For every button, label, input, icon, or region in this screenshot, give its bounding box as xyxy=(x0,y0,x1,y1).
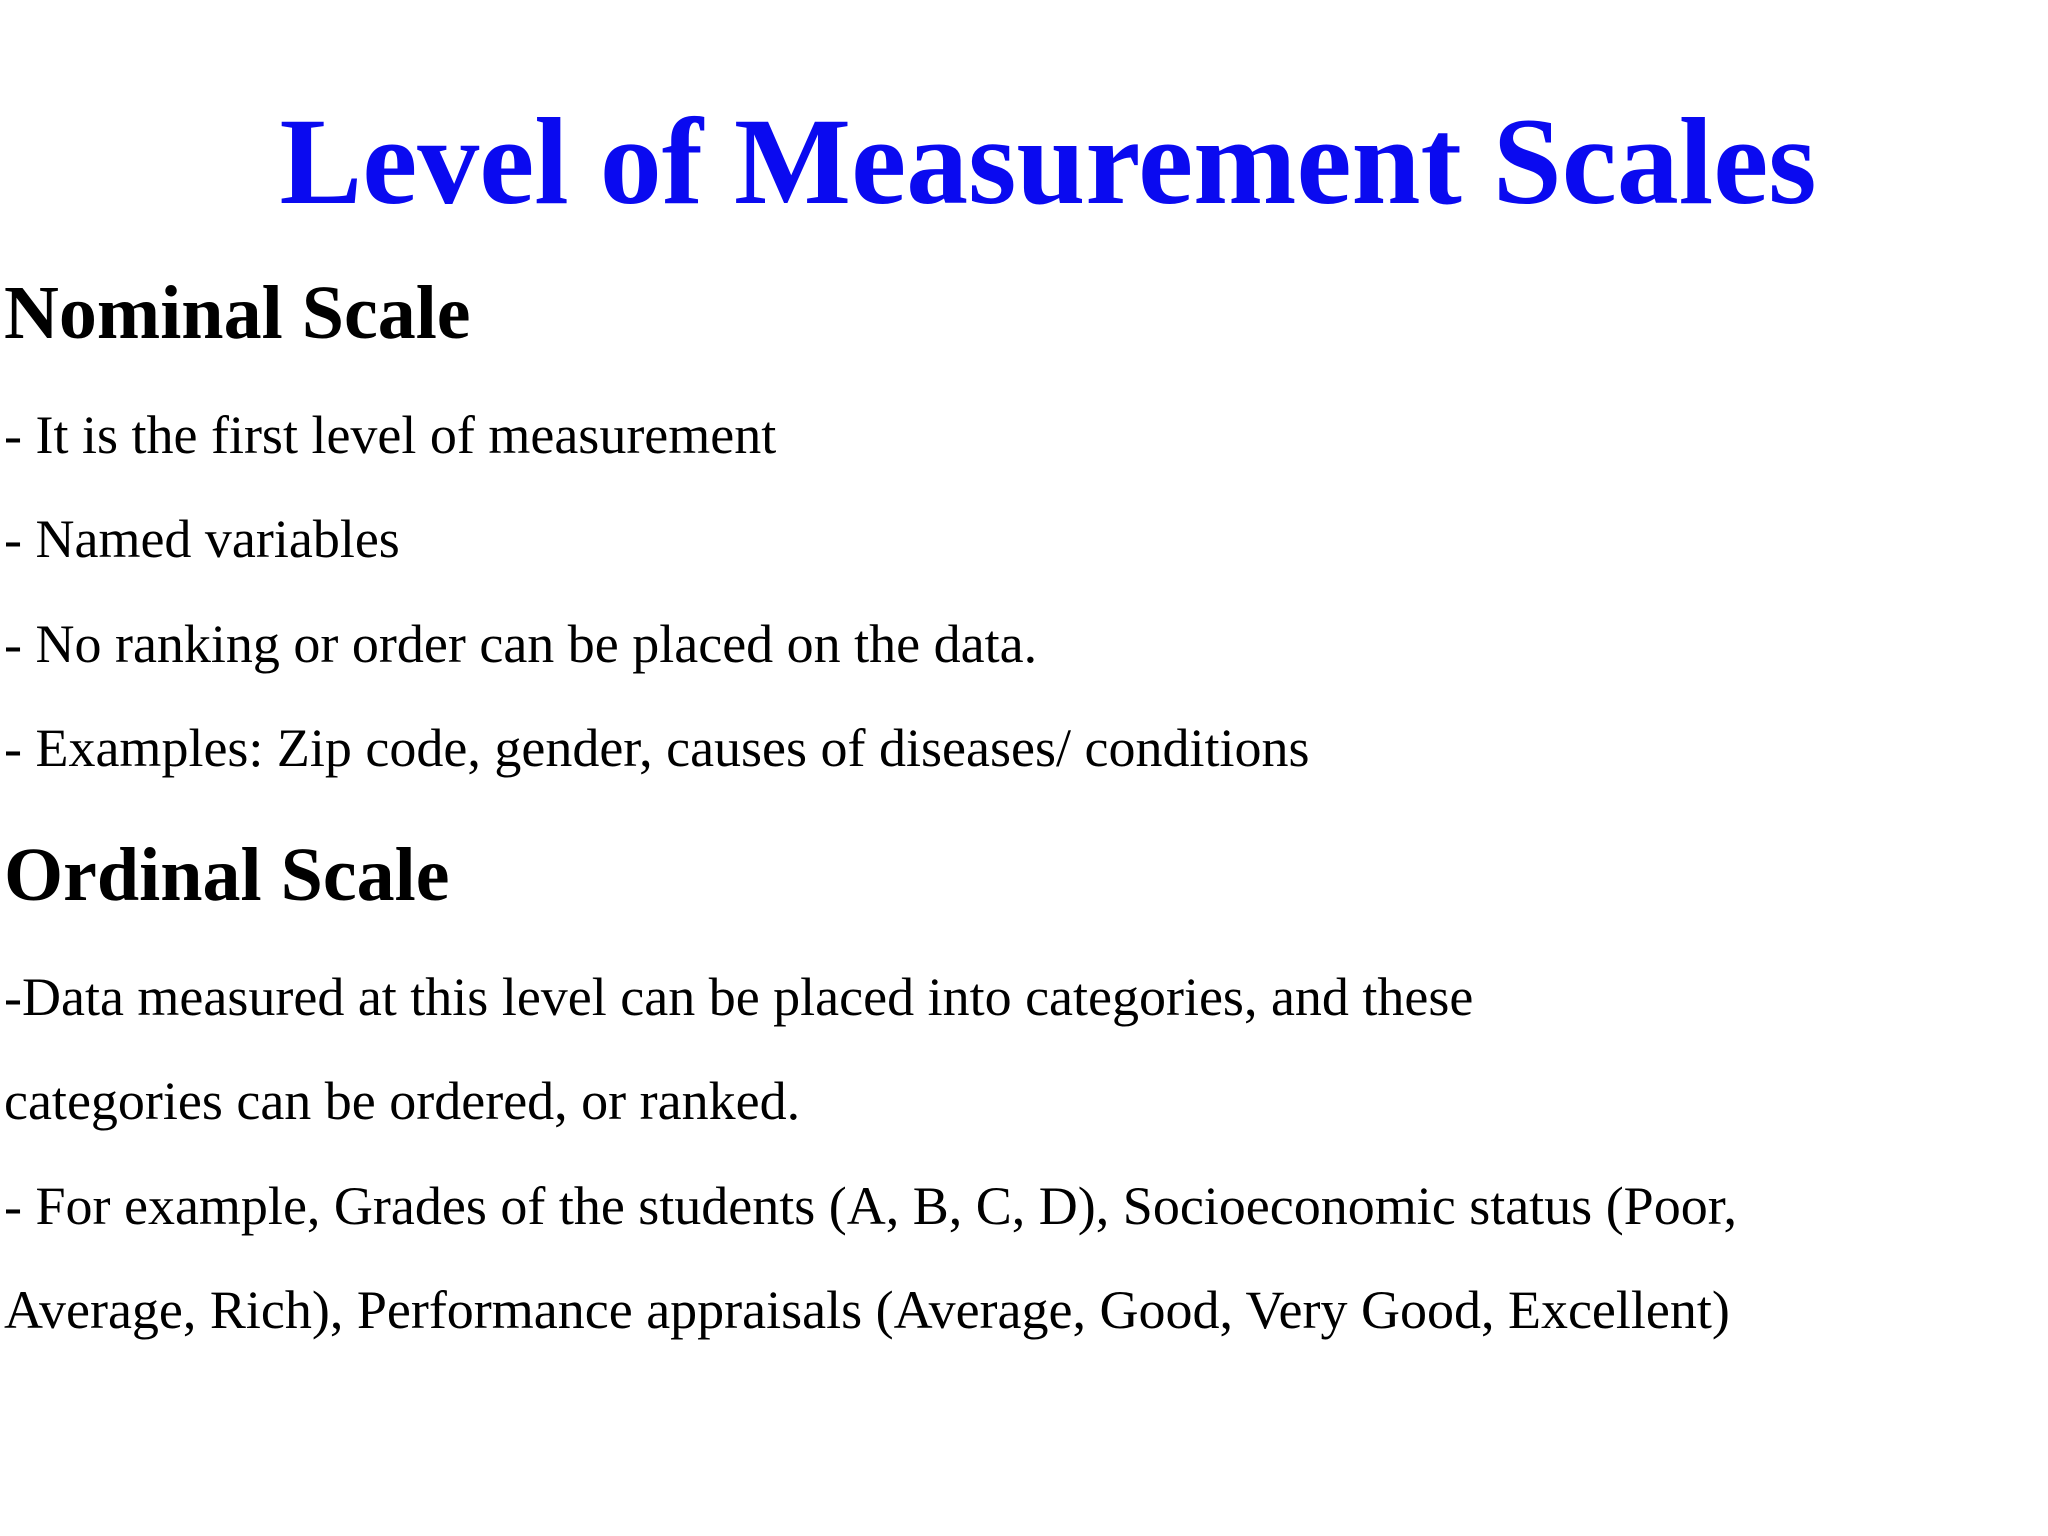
nominal-line-2: - Named variables xyxy=(4,509,400,569)
nominal-scale-heading: Nominal Scale xyxy=(4,271,471,355)
ordinal-line-3: - For example, Grades of the students (A, B, C, D), Socioeconomic status (Poor, xyxy=(4,1176,1738,1236)
ordinal-line-4: Average, Rich), Performance appraisals (Average, Good, Very Good, Excellent) xyxy=(4,1280,1730,1340)
nominal-line-4: - Examples: Zip code, gender, causes of diseases/ conditions xyxy=(4,718,1310,778)
nominal-line-3: - No ranking or order can be placed on the data. xyxy=(4,614,1038,674)
ordinal-scale-heading: Ordinal Scale xyxy=(4,833,450,917)
nominal-line-1: - It is the first level of measurement xyxy=(4,405,777,465)
ordinal-line-2: categories can be ordered, or ranked. xyxy=(4,1071,801,1131)
ordinal-line-1: -Data measured at this level can be placed into categories, and these xyxy=(4,967,1474,1027)
slide-title: Level of Measurement Scales xyxy=(279,93,1817,230)
